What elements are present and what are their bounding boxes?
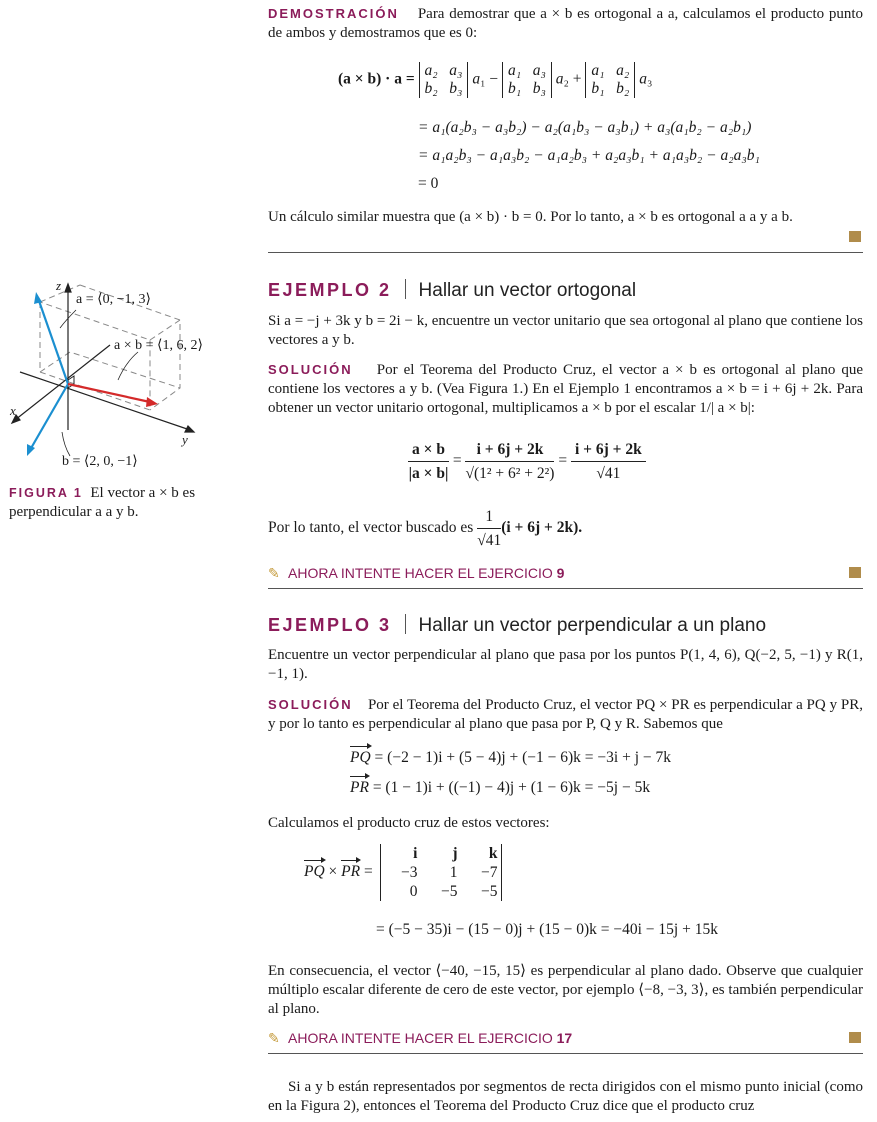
try-exercise-9: ✎ AHORA INTENTE HACER EL EJERCICIO 9: [268, 565, 565, 581]
example-2-solution-label: SOLUCIÓN: [268, 362, 353, 377]
cross-product-result: = (−5 − 35)i − (15 − 0)j + (15 − 0)k = −40i − 15j + 15k: [376, 921, 718, 938]
pq-equation-text: = (−2 − 1)i + (5 − 4)j + (−1 − 6)k = −3i + j − 7k: [374, 749, 672, 766]
example-2-title: Hallar un vector ortogonal: [418, 280, 637, 301]
divider: [268, 1053, 863, 1054]
proof-intro-text: Para demostrar que a × b es ortogonal a a, calculamos el producto punto de ambos y demostramos que es 0:: [268, 6, 864, 41]
example-2-result: [268, 507, 582, 550]
example-3-heading: [268, 614, 766, 635]
example-3-conclusion: En consecuencia, el vector ⟨−40, −15, 15⟩ es perpendicular al plano dado. Observe que cualquier múltiplo escalar diferente de cero de este vector, por ejemplo ⟨−8, −3, 3⟩, es también perpendicular al plano.: [268, 963, 863, 1017]
exercise-number: 9: [556, 565, 565, 581]
end-of-example-square: [849, 1032, 861, 1043]
proof-label: DEMOSTRACIÓN: [268, 6, 399, 21]
result-num: 1: [477, 507, 501, 529]
x-axis: [15, 345, 110, 420]
determinant-matrix: i j k −3 1 −7 0 −5 −5: [380, 844, 502, 901]
result-prefix: Por lo tanto, el vector buscado es: [268, 519, 474, 537]
figure-1-diagram: [0, 280, 260, 480]
example-3-solution-text: Por el Teorema del Producto Cruz, el vector PQ × PR es perpendicular a PQ y PR, y por lo tanto es perpendicular al plano que pasa por P, Q y R. Sabemos que: [268, 697, 863, 732]
proof-lhs: (a × b) · a =: [338, 70, 415, 88]
axis-z-label: z: [56, 280, 62, 293]
example-2-heading: [268, 279, 636, 300]
determinant-3: a₁ a₂ b₁ b₂: [585, 62, 635, 98]
example-2-label: EJEMPLO 2: [268, 280, 392, 300]
divider: [268, 252, 863, 253]
frac3-den: √41: [596, 465, 621, 482]
pq-equation: [350, 748, 671, 767]
pencil-icon: ✎: [268, 565, 280, 581]
example-3-label: EJEMPLO 3: [268, 615, 392, 635]
exercise-number: 17: [556, 1030, 573, 1046]
vector-a-head: [34, 292, 42, 304]
frac2-num: i + 6j + 2k: [465, 440, 554, 462]
example-2-unit-vector-equation: $\frac{a \times b}{|a \times b|}$ = $\frac{i + 6j + 2k}{\text{√(1² + 6² + 2²)}}$ = $\frac{i + 6j + 2k}{√41}$: [408, 440, 646, 483]
vector-a: [38, 298, 68, 384]
end-of-proof-square: [849, 231, 861, 242]
vector-b-head: [27, 444, 35, 456]
label-b: b = ⟨2, 0, −1⟩: [62, 454, 138, 469]
closing-paragraph: Si a y b están representados por segmentos de recta dirigidos con el mismo punto inicial (como en la Figura 2), entonces el Teorema del Producto Cruz dice que el producto cruz: [268, 1079, 863, 1114]
frac2-den: √(1² + 6² + 2²): [465, 465, 555, 482]
end-of-example-square: [849, 567, 861, 578]
proof-conclusion: Un cálculo similar muestra que (a × b) · b = 0. Por lo tanto, a × b es ortogonal a a y a b.: [268, 209, 793, 225]
axis-x-label: x: [10, 403, 16, 418]
example-2-statement: Si a = −j + 3k y b = 2i − k, encuentre un vector unitario que sea ortogonal al plano que contiene los vectores a y b.: [268, 313, 863, 348]
try-exercise-17: ✎ AHORA INTENTE HACER EL EJERCICIO 17: [268, 1030, 573, 1046]
cross-product-intro: Calculamos el producto cruz de estos vectores:: [268, 815, 550, 831]
proof-line-2: = a₁(a₂b₃ − a₃b₂) − a₂(a₁b₃ − a₃b₁) + a₃(a₁b₂ − a₂b₁): [418, 119, 752, 136]
axis-y-label: y: [182, 432, 188, 447]
determinant-2: a₁ a₃ b₁ b₃: [502, 62, 552, 98]
result-suffix: (i + 6j + 2k).: [501, 519, 583, 537]
pr-equation: [350, 778, 650, 797]
determinant-1: a₂ a₃ b₂ b₃: [419, 62, 469, 98]
pq-vector: PQ: [350, 749, 371, 766]
example-3-title: Hallar un vector perpendicular a un plano: [418, 615, 767, 636]
figure-1: [0, 280, 260, 480]
label-a: a = ⟨0, −1, 3⟩: [76, 292, 151, 307]
example-3-solution-label: SOLUCIÓN: [268, 697, 353, 712]
proof-line-4: = 0: [418, 175, 439, 192]
frac3-num: i + 6j + 2k: [571, 440, 646, 462]
proof-equation-1: (a × b) · a = a₂ a₃ b₂ b₃ a₁ − a₁ a₃ b₁ b₃ a₂ + a₁ a₂ b₁ b₂ a₃: [338, 62, 653, 97]
example-3-solution: [268, 695, 863, 734]
result-den: √41: [477, 532, 502, 549]
pr-equation-text: = (1 − 1)i + ((−1) − 4)j + (1 − 6)k = −5j − 5k: [372, 779, 651, 796]
frac1-den: |a × b|: [408, 465, 449, 482]
figure-caption: [9, 484, 234, 522]
divider: [268, 588, 863, 589]
proof-intro: [268, 4, 863, 43]
proof-line-3: = a₁a₂b₃ − a₁a₃b₂ − a₁a₂b₃ + a₂a₃b₁ + a₁a₃b₂ − a₂a₃b₁: [418, 147, 760, 164]
example-2-solution: [268, 360, 863, 418]
cross-product-determinant: PQ × PR = i j k −3 1 −7 0 −5 −5: [304, 844, 502, 901]
figure-caption-text: El vector a × b es perpendicular a a y b.: [9, 485, 196, 520]
figure-caption-label: FIGURA 1: [9, 486, 83, 500]
pencil-icon: ✎: [268, 1030, 280, 1046]
example-3-statement: Encuentre un vector perpendicular al plano que pasa por los puntos P(1, 4, 6), Q(−2, 5, −1) y R(1, −1, 1).: [268, 647, 863, 682]
pr-vector: PR: [350, 779, 369, 796]
example-2-solution-text: Por el Teorema del Producto Cruz, el vector a × b es ortogonal al plano que contiene los vectores a y b. (Vea Figura 1.) En el Ejemplo 1 encontramos a × b = i + 6j + 2k. Para obtener un vector unitario ortogonal, multiplicamos a × b por el escalar 1/| a × b|:: [268, 362, 864, 416]
label-axb: a × b = ⟨1, 6, 2⟩: [114, 338, 203, 353]
frac1-num: a × b: [408, 440, 449, 462]
